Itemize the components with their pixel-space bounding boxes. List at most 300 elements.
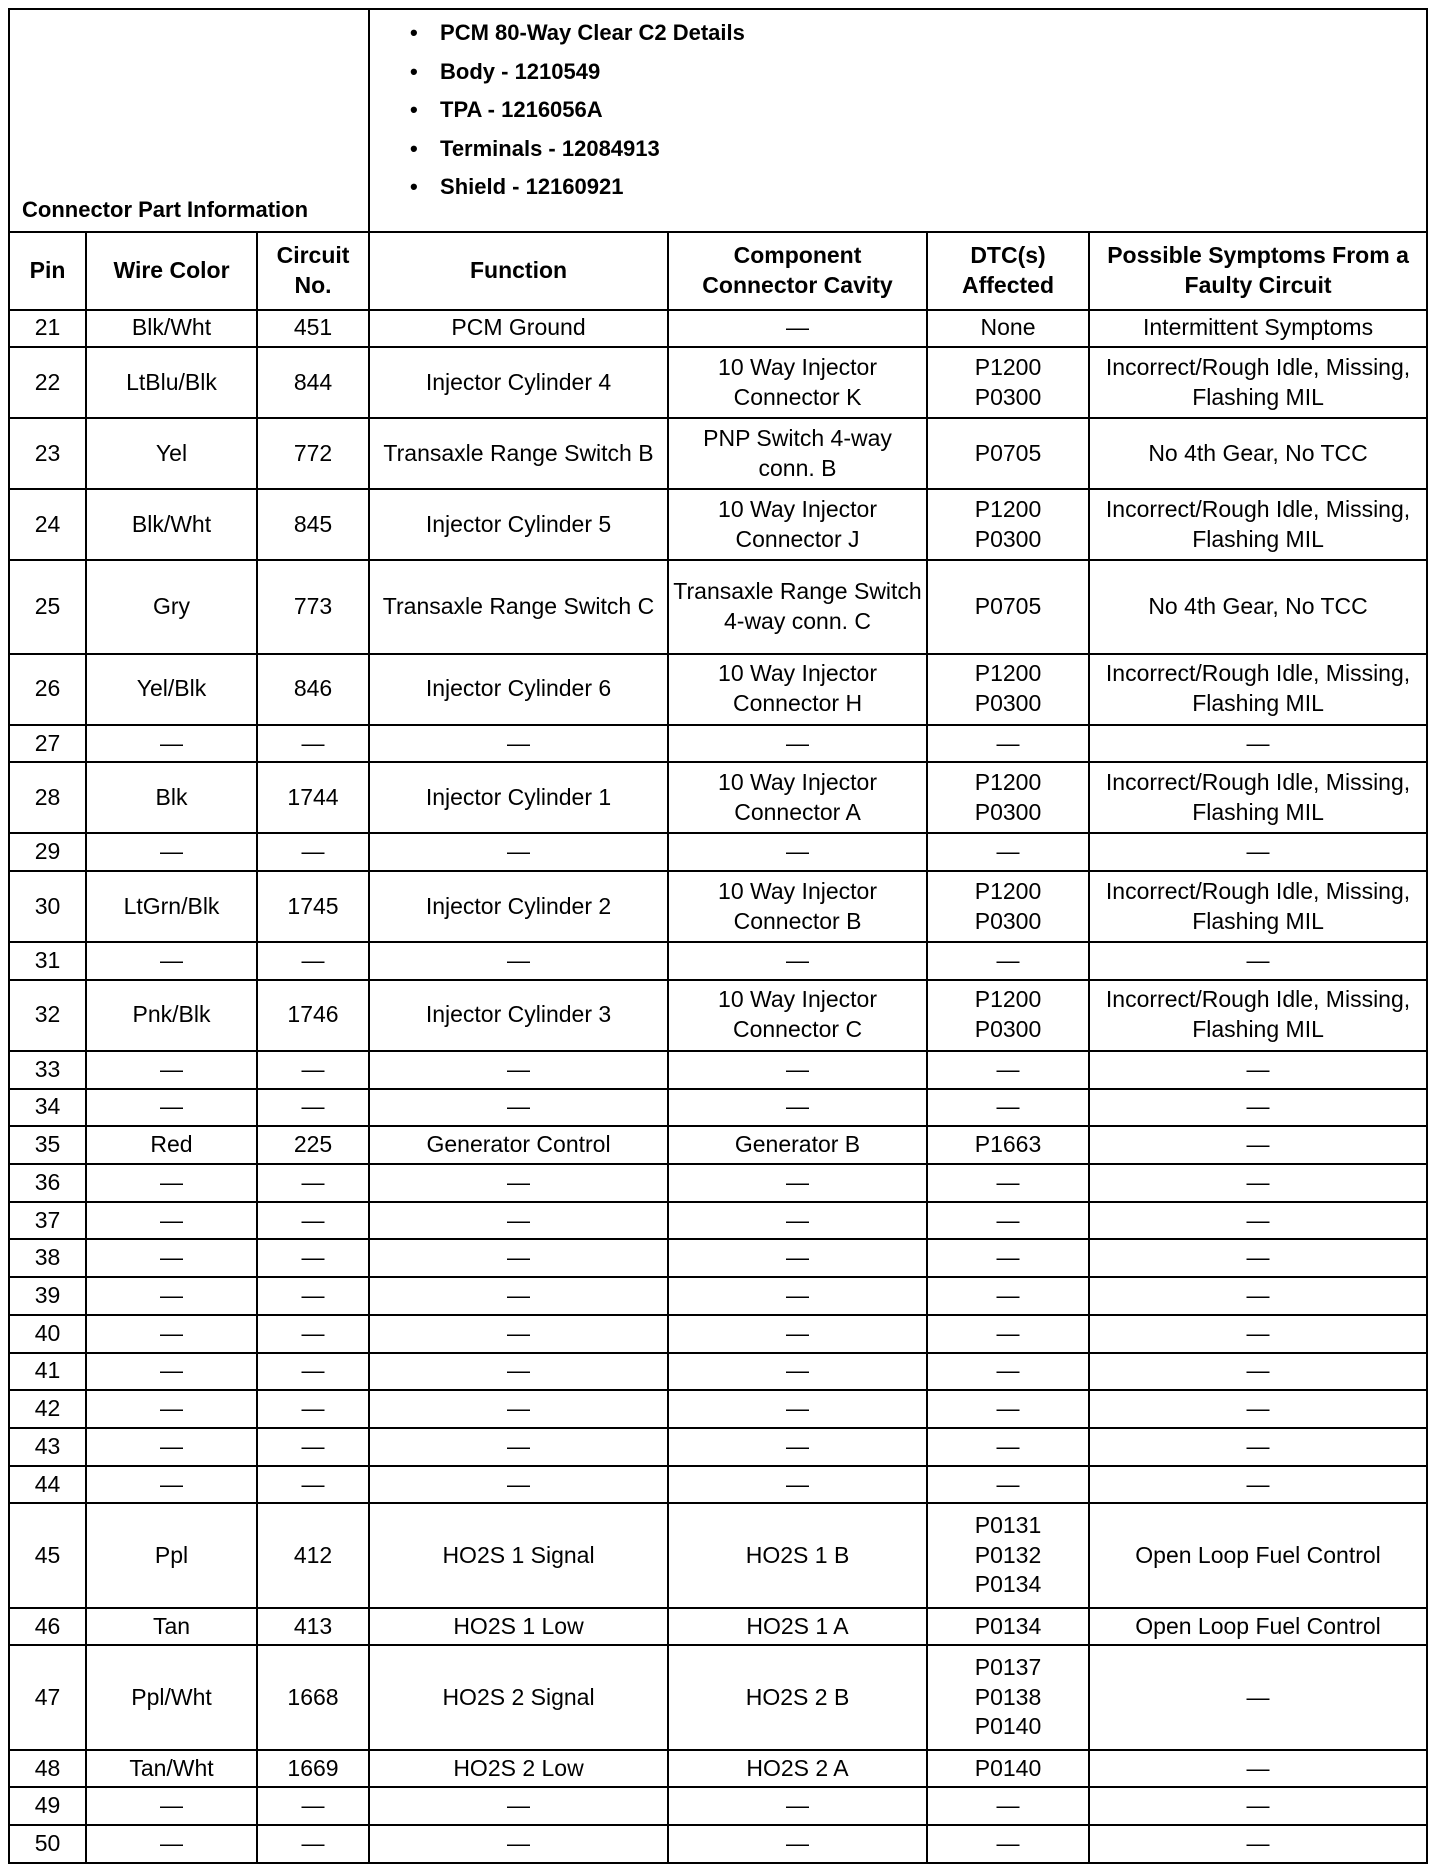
cell-pin-text: 37 [34,1206,61,1233]
cell-circuit-no [257,1466,369,1504]
cell-function-text: HO2S 1 Signal [442,1541,595,1568]
cell-dtcs-text: — [996,1470,1020,1497]
cell-pin-text: 42 [34,1395,61,1422]
cell-component-cavity-text: HO2S 1 A [746,1612,849,1639]
cell-wire-color-text: — [160,1830,183,1857]
cell-pin-text: 33 [34,1055,61,1082]
cell-component-cavity-text: — [786,1357,810,1384]
cell-symptoms [1089,1503,1427,1607]
cell-function-text: Injector Cylinder 4 [425,368,612,395]
cell-circuit-no [257,1825,369,1863]
cell-wire-color [86,1466,257,1504]
bullet-icon: • [410,174,418,199]
cell-function-text: — [507,1282,531,1308]
cell-dtcs-text: P0705 [974,592,1042,619]
cell-dtcs [927,942,1089,980]
cell-wire-color [86,871,257,942]
cell-wire-color [86,833,257,871]
cell-circuit-no-text: — [301,1055,325,1082]
cell-function [369,560,668,654]
cell-symptoms [1089,980,1427,1051]
cell-dtcs-text: — [996,729,1020,756]
cell-symptoms [1089,1645,1427,1749]
cell-wire-color-text: Ppl [154,1541,189,1568]
cell-circuit-no-text: — [301,946,325,973]
cell-dtcs [927,1353,1089,1391]
cell-function [369,1239,668,1277]
cell-function [369,654,668,725]
cell-symptoms-text: Intermittent Symptoms [1143,314,1374,341]
cell-wire-color [86,1787,257,1825]
cell-pin-text: 36 [34,1168,61,1195]
cell-symptoms-text: — [1246,1282,1270,1308]
cell-pin-text: 21 [34,314,61,341]
cell-symptoms [1089,1428,1427,1466]
cell-component-cavity [668,1353,927,1391]
cell-symptoms-text: — [1246,1754,1270,1781]
cell-dtcs-text: None [980,314,1036,341]
cell-component-cavity [668,1645,927,1749]
cell-pin-text: 25 [34,592,61,619]
cell-circuit-no-text: — [301,1470,325,1497]
cell-symptoms-text: No 4th Gear, No TCC [1148,592,1368,619]
cell-component-cavity [668,942,927,980]
pin-row [9,418,1427,489]
pin-row [9,1126,1427,1164]
cell-wire-color-text: Ppl/Wht [131,1683,212,1710]
bullet-icon: • [410,135,418,161]
cell-symptoms [1089,1164,1427,1202]
cell-dtcs-text: P1200 P0300 [974,986,1042,1043]
cell-circuit-no-text: 1745 [287,892,339,919]
pin-row [9,1390,1427,1428]
cell-dtcs [927,1390,1089,1428]
cell-wire-color [86,1503,257,1607]
cell-component-cavity [668,1466,927,1504]
cell-symptoms [1089,1089,1427,1127]
cell-pin-text: 41 [34,1357,61,1384]
cell-component-cavity-text: HO2S 1 B [745,1541,850,1568]
cell-symptoms [1089,871,1427,942]
cell-wire-color [86,489,257,560]
cell-circuit-no-text: 773 [293,592,333,619]
cell-function-text: — [507,838,531,865]
connector-info-item [410,168,1426,207]
cell-circuit-no [257,347,369,418]
cell-circuit-no-text: 1744 [287,783,339,810]
cell-circuit-no-text: 225 [293,1131,333,1158]
cell-wire-color [86,1353,257,1391]
bullet-icon: • [410,20,418,45]
cell-component-cavity [668,833,927,871]
cell-dtcs-text: P0705 [974,439,1042,466]
cell-circuit-no-text: — [301,1792,325,1819]
cell-dtcs-text: P1200 P0300 [974,768,1042,825]
cell-circuit-no-text: 413 [293,1612,333,1639]
cell-function [369,980,668,1051]
cell-dtcs [927,489,1089,560]
cell-function [369,1164,668,1202]
cell-function [369,1825,668,1863]
cell-pin [9,1466,86,1504]
cell-pin [9,310,86,348]
cell-pin-text: 40 [34,1319,61,1346]
cell-wire-color [86,1126,257,1164]
header-dtcs: DTC(s) Affected [927,232,1089,310]
cell-component-cavity-text: 10 Way Injector Connector A [718,768,877,825]
cell-wire-color [86,1608,257,1646]
cell-component-cavity-text: — [786,1168,810,1195]
cell-circuit-no [257,725,369,763]
cell-circuit-no [257,1428,369,1466]
cell-wire-color-text: — [160,1357,183,1384]
bullet-icon: • [410,97,418,122]
cell-pin [9,1353,86,1391]
cell-symptoms-text: — [1246,946,1270,973]
connector-info-item-text: Shield - 12160921 [440,174,624,199]
cell-symptoms-text: Incorrect/Rough Idle, Missing, Flashing MIL [1105,495,1411,552]
cell-symptoms-text: — [1246,1055,1270,1082]
cell-circuit-no-text: — [301,1206,325,1233]
cell-wire-color-text: LtGrn/Blk [123,892,220,919]
cell-component-cavity-text: — [786,1093,810,1120]
cell-symptoms [1089,1750,1427,1788]
cell-circuit-no-text: — [301,1244,325,1271]
cell-function-text: — [507,1470,531,1497]
cell-dtcs [927,833,1089,871]
cell-dtcs [927,1202,1089,1240]
cell-function-text: — [507,1395,531,1422]
cell-wire-color-text: — [160,1093,183,1120]
cell-dtcs [927,1051,1089,1089]
cell-symptoms-text: Incorrect/Rough Idle, Missing, Flashing MIL [1105,768,1411,825]
cell-dtcs [927,418,1089,489]
cell-symptoms [1089,1608,1427,1646]
connector-info-item-text: PCM 80-Way Clear C2 Details [440,20,745,45]
cell-dtcs-text: — [996,1357,1020,1384]
pin-row [9,347,1427,418]
cell-circuit-no [257,1390,369,1428]
cell-function [369,418,668,489]
cell-component-cavity [668,1089,927,1127]
connector-info-details [369,9,1427,232]
cell-symptoms-text: Incorrect/Rough Idle, Missing, Flashing MIL [1105,986,1411,1043]
cell-dtcs [927,1787,1089,1825]
cell-function-text: — [507,1432,531,1459]
cell-function-text: — [507,1357,531,1384]
cell-wire-color-text: — [160,1792,183,1819]
cell-component-cavity [668,1126,927,1164]
cell-symptoms [1089,1390,1427,1428]
cell-function [369,725,668,763]
cell-dtcs-text: — [996,1206,1020,1233]
header-symptoms: Possible Symptoms From a Faulty Circuit [1089,232,1427,310]
cell-function [369,1390,668,1428]
cell-circuit-no-text: — [301,1830,325,1857]
cell-dtcs [927,1126,1089,1164]
cell-symptoms-text: — [1246,1319,1270,1346]
cell-circuit-no [257,310,369,348]
cell-function [369,489,668,560]
cell-pin [9,1608,86,1646]
connector-info-item-text: TPA - 1216056A [440,97,603,122]
cell-dtcs [927,725,1089,763]
cell-symptoms [1089,1466,1427,1504]
pinout-table [8,8,1428,1864]
cell-symptoms-text: — [1246,1792,1270,1819]
cell-wire-color-text: — [160,1319,183,1346]
cell-function [369,1466,668,1504]
cell-circuit-no [257,833,369,871]
cell-pin [9,489,86,560]
cell-function [369,871,668,942]
cell-function-text: — [507,1168,531,1195]
cell-symptoms-text: — [1246,1168,1270,1195]
cell-symptoms-text: — [1246,1432,1270,1459]
cell-pin [9,1428,86,1466]
cell-dtcs-text: P0134 [974,1612,1042,1639]
cell-circuit-no-text: — [301,1395,325,1422]
cell-function [369,1645,668,1749]
cell-component-cavity-text: PNP Switch 4-way conn. B [703,424,892,481]
cell-pin-text: 43 [34,1432,61,1459]
cell-circuit-no-text: — [301,1168,325,1195]
cell-component-cavity [668,310,927,348]
cell-circuit-no [257,1164,369,1202]
cell-circuit-no [257,1277,369,1315]
cell-circuit-no-text: 845 [293,510,333,537]
cell-function [369,1787,668,1825]
cell-pin [9,1164,86,1202]
cell-function-text: HO2S 2 Signal [442,1683,595,1710]
cell-pin-text: 47 [34,1683,61,1710]
pin-row [9,1466,1427,1504]
pin-row [9,942,1427,980]
cell-wire-color [86,347,257,418]
cell-function-text: Transaxle Range Switch C [382,592,655,619]
cell-pin-text: 48 [34,1754,61,1781]
cell-dtcs-text: P0140 [974,1754,1042,1781]
cell-pin [9,1051,86,1089]
cell-wire-color-text: — [160,1244,183,1271]
cell-circuit-no-text: 772 [293,439,333,466]
cell-dtcs [927,1750,1089,1788]
cell-component-cavity [668,1315,927,1353]
cell-function [369,1202,668,1240]
pin-row [9,310,1427,348]
cell-wire-color [86,1239,257,1277]
cell-dtcs [927,1608,1089,1646]
cell-component-cavity [668,418,927,489]
cell-dtcs-text: P1200 P0300 [974,353,1042,410]
cell-circuit-no-text: — [301,1357,325,1384]
cell-dtcs [927,871,1089,942]
pin-row [9,1277,1427,1315]
cell-pin [9,1239,86,1277]
cell-symptoms-text: Incorrect/Rough Idle, Missing, Flashing MIL [1105,353,1411,410]
cell-symptoms [1089,489,1427,560]
cell-dtcs [927,1239,1089,1277]
cell-function [369,1277,668,1315]
cell-circuit-no [257,1315,369,1353]
cell-component-cavity [668,871,927,942]
cell-symptoms-text: — [1246,1683,1270,1710]
cell-function-text: Generator Control [426,1131,611,1158]
cell-dtcs-text: — [996,1055,1020,1082]
cell-dtcs-text: — [996,838,1020,865]
cell-pin [9,347,86,418]
header-function: Function [369,232,668,310]
cell-circuit-no [257,942,369,980]
cell-function-text: HO2S 1 Low [453,1612,584,1639]
pin-row [9,1202,1427,1240]
cell-pin [9,1277,86,1315]
cell-wire-color-text: — [160,838,183,865]
cell-symptoms-text: — [1246,1357,1270,1384]
cell-wire-color [86,654,257,725]
pin-row [9,1608,1427,1646]
cell-function-text: — [507,1055,531,1082]
cell-dtcs-text: — [996,1432,1020,1459]
cell-component-cavity [668,1239,927,1277]
header-component-cavity: Component Connector Cavity [668,232,927,310]
cell-dtcs-text: — [996,1792,1020,1819]
cell-pin [9,833,86,871]
cell-wire-color-text: — [160,729,183,756]
cell-symptoms-text: Open Loop Fuel Control [1135,1612,1381,1639]
cell-symptoms [1089,1277,1427,1315]
cell-symptoms [1089,1051,1427,1089]
cell-function [369,1353,668,1391]
cell-dtcs-text: — [996,1830,1020,1857]
cell-circuit-no-text: 1668 [287,1683,339,1710]
cell-pin-text: 34 [34,1093,61,1120]
cell-symptoms [1089,1239,1427,1277]
cell-circuit-no [257,1608,369,1646]
cell-pin-text: 32 [34,1001,61,1028]
cell-component-cavity [668,1608,927,1646]
cell-pin [9,1089,86,1127]
cell-component-cavity-text: — [786,314,810,341]
cell-dtcs [927,560,1089,654]
cell-wire-color-text: — [160,1470,183,1497]
column-header-row [9,232,1427,310]
cell-pin [9,1390,86,1428]
cell-wire-color [86,1645,257,1749]
cell-component-cavity [668,1164,927,1202]
cell-circuit-no-text: 844 [293,368,333,395]
cell-component-cavity [668,489,927,560]
cell-component-cavity-text: HO2S 2 A [746,1754,849,1781]
cell-function [369,1089,668,1127]
cell-wire-color-text: Blk/Wht [131,510,212,537]
cell-wire-color [86,310,257,348]
cell-component-cavity [668,654,927,725]
cell-component-cavity [668,1390,927,1428]
cell-dtcs-text: — [996,1244,1020,1271]
cell-circuit-no-text: — [301,1432,325,1459]
cell-symptoms [1089,942,1427,980]
cell-dtcs [927,1466,1089,1504]
cell-circuit-no [257,1787,369,1825]
cell-function-text: — [507,729,531,756]
cell-circuit-no-text: 451 [293,314,333,341]
cell-pin [9,1503,86,1607]
cell-pin [9,1126,86,1164]
cell-pin [9,560,86,654]
pin-row [9,1825,1427,1863]
pin-row [9,1787,1427,1825]
cell-component-cavity-text: — [786,1395,810,1422]
cell-circuit-no [257,1353,369,1391]
cell-function [369,1315,668,1353]
cell-wire-color-text: Yel [155,439,188,466]
cell-dtcs-text: P0137 P0138 P0140 [974,1653,1042,1740]
cell-circuit-no [257,871,369,942]
cell-wire-color [86,762,257,833]
pin-row [9,725,1427,763]
cell-wire-color [86,1315,257,1353]
cell-symptoms [1089,1787,1427,1825]
cell-symptoms-text: Open Loop Fuel Control [1135,1541,1381,1568]
cell-function-text: Transaxle Range Switch B [383,439,654,466]
cell-symptoms-text: — [1246,1395,1270,1422]
cell-function-text: PCM Ground [451,314,586,341]
cell-wire-color [86,725,257,763]
cell-component-cavity [668,1825,927,1863]
cell-circuit-no-text: — [301,1319,325,1346]
cell-symptoms [1089,762,1427,833]
cell-function-text: — [507,1206,531,1233]
cell-pin [9,1315,86,1353]
cell-component-cavity-text: — [786,1319,810,1346]
cell-symptoms [1089,560,1427,654]
cell-pin-text: 29 [34,838,61,865]
pin-row [9,560,1427,654]
cell-pin [9,1825,86,1863]
cell-circuit-no [257,980,369,1051]
cell-circuit-no [257,762,369,833]
cell-wire-color-text: Red [150,1131,193,1158]
cell-dtcs [927,1277,1089,1315]
connector-info-row [9,9,1427,232]
cell-function [369,833,668,871]
cell-component-cavity-text: — [786,838,810,865]
cell-function-text: — [507,1319,531,1346]
cell-component-cavity-text: — [786,729,810,756]
cell-function [369,1750,668,1788]
cell-component-cavity [668,725,927,763]
cell-function-text: — [507,1244,531,1271]
cell-wire-color [86,1390,257,1428]
cell-component-cavity-text: 10 Way Injector Connector C [718,986,877,1043]
pinout-table-body [9,9,1427,1863]
cell-circuit-no [257,1645,369,1749]
cell-component-cavity [668,762,927,833]
cell-function-text: Injector Cylinder 6 [425,675,612,702]
cell-symptoms-text: — [1246,838,1270,865]
cell-symptoms [1089,725,1427,763]
cell-wire-color [86,980,257,1051]
cell-circuit-no-text: 1669 [287,1754,339,1781]
cell-dtcs [927,1428,1089,1466]
cell-dtcs-text: — [996,1093,1020,1120]
cell-wire-color-text: LtBlu/Blk [126,368,217,395]
cell-component-cavity [668,1787,927,1825]
cell-wire-color-text: — [160,946,183,973]
header-wire-color: Wire Color [86,232,257,310]
pin-row [9,833,1427,871]
